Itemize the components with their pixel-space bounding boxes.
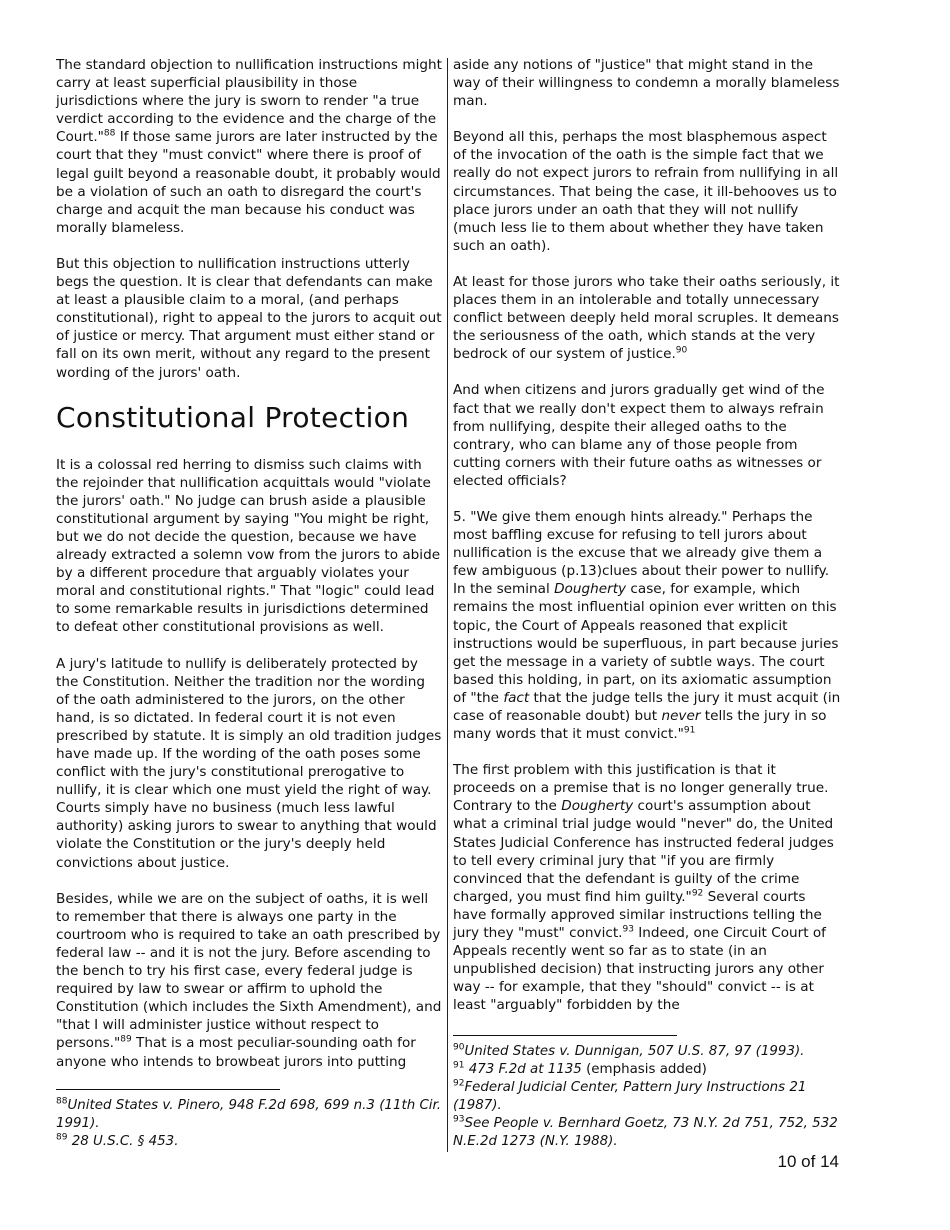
footnote-separator <box>453 1035 677 1036</box>
footnotes-left <box>56 1097 442 1151</box>
footnote-ref[interactable]: 92 <box>691 888 704 899</box>
footnote-ref[interactable]: 89 <box>120 1034 132 1045</box>
paragraph: It is a colossal red herring to dismiss such claims with the rejoinder that nullification acquittals would "violate the jurors' oath." No judge can brush aside a plausible constitutional argument by saying "You might be right, but we do not decide the question, because we have already extracted a solemn vow from the jurors to abide by a different procedure that arguably violates your moral and constitutional rights." That "logic" could lead to some remarkable results in jurisdictions determined to defeat other constitutional provisions as well. <box>56 456 441 636</box>
paragraph: At least for those jurors who take their oaths seriously, it places them in an intolerable and totally unnecessary conflict between deeply held moral scruples. It demeans the seriousness of the oath, which stands at the very bedrock of our system of justice.$^{90}$ <box>453 273 840 363</box>
footnote-ref[interactable]: 93 <box>622 924 634 935</box>
paragraph: 5. "We give them enough hints already." Perhaps the most baffling excuse for refusing to tell jurors about nullification is the excuse that we already give them a few ambiguous (p.13)clues about their power to nullify. In the seminal Dougherty case, for example, which remains the most influential opinion ever written on this topic, the Court of Appeals reasoned that explicit instructions would be superfluous, in part because juries get the message in a variety of subtle ways. The court based this holding, in part, on its axiomatic assumption of "the fact that the judge tells the jury it must acquit (in case of reasonable doubt) but never tells the jury in so many words that it must convict."$^{91}$ <box>453 508 841 743</box>
footnote-ref[interactable]: 88 <box>103 128 116 139</box>
paragraph: And when citizens and jurors gradually get wind of the fact that we really don't expect them to always refrain from nullifying, despite their alleged oaths to the contrary, who can blame any of those people from cutting corners with their future oaths as witnesses or elected officials? <box>453 382 825 489</box>
paragraph: The standard objection to nullification instructions might carry at least superficial plausibility in those jurisdictions where the jury is sworn to render "a true verdict according to the evidence and the charge of the Court."$^{88}$ If those same jurors are later instructed by the court that they "must convict" where there is proof of legal guilt beyond a reasonable doubt, it probably would be a violation of such an oath to disregard the court's charge and acquit the man because his conduct was morally blameless. <box>56 57 442 236</box>
footnote: $^{92}$Federal Judicial Center, Pattern Jury Instructions 21 (1987). <box>453 1078 807 1113</box>
page-number: 10 of 14 <box>777 1152 839 1171</box>
footnote-ref[interactable]: 90 <box>675 345 688 356</box>
paragraph: But this objection to nullification instructions utterly begs the question. It is clear that defendants can make at least a plausible claim to a moral, (and perhaps constitutional), right to appeal to the jurors to acquit out of justice or mercy. That argument must either stand or fall on its own merit, without any regard to the present wording of the jurors' oath. <box>56 255 442 381</box>
section-heading: Constitutional Protection <box>56 400 410 434</box>
footnote: $^{91}$ 473 F.2d at 1135 (emphasis added) <box>453 1060 707 1077</box>
footnotes-right <box>453 1043 842 1151</box>
left-column <box>56 56 442 1089</box>
footnote: $^{93}$See People v. Bernhard Goetz, 73 N.Y. 2d 751, 752, 532 N.E.2d 1273 (N.Y. 1988). <box>453 1114 838 1149</box>
paragraph: Besides, while we are on the subject of oaths, it is well to remember that there is always one party in the courtroom who is required to take an oath prescribed by federal law -- and it is not the jury. Before ascending to the bench to try his first case, every federal judge is required by law to swear or affirm to uphold the Constitution (which includes the Sixth Amendment), and "that I will administer justice without respect to persons."$^{89}$ That is a most peculiar-sounding oath for anyone who intends to browbeat jurors into putting <box>56 890 442 1070</box>
footnote: $^{89}$ 28 U.S.C. § 453. <box>56 1132 179 1149</box>
footnote: $^{90}$United States v. Dunnigan, 507 U.S. 87, 97 (1993). <box>453 1042 805 1059</box>
right-column <box>453 56 842 1033</box>
paragraph: aside any notions of "justice" that might stand in the way of their willingness to condemn a morally blameless man. <box>453 57 840 110</box>
column-divider <box>447 58 448 1152</box>
footnote: $^{88}$United States v. Pinero, 948 F.2d 698, 699 n.3 (11th Cir. 1991). <box>56 1096 442 1131</box>
footnote-separator <box>56 1089 280 1090</box>
footnote-ref[interactable]: 91 <box>683 725 696 736</box>
paragraph: The first problem with this justification is that it proceeds on a premise that is no longer generally true. Contrary to the Dougherty court's assumption about what a criminal trial judge would "never" do, the United States Judicial Conference has instructed federal judges to tell every criminal jury that "if you are firmly convinced that the defendant is guilty of the crime charged, you must find him guilty."$^{92}$ Several courts have formally approved similar instructions telling the jury they "must" convict.$^{93}$ Indeed, one Circuit Court of Appeals recently went so far as to state (in an unpublished decision) that instructing jurors any other way -- for example, that they "should" convict -- is at least "arguably" forbidden by the <box>453 762 834 1014</box>
paragraph: Beyond all this, perhaps the most blasphemous aspect of the invocation of the oath is the simple fact that we really do not expect jurors to refrain from nullifying in all circumstances. That being the case, it ill-behooves us to place jurors under an oath that they will not nullify (much less lie to them about whether they have taken such an oath). <box>453 129 839 254</box>
paragraph: A jury's latitude to nullify is deliberately protected by the Constitution. Neither the tradition nor the wording of the oath administered to the jurors, on the other hand, is so dictated. In federal court it is not even prescribed by statute. It is simply an old tradition judges have made up. If the wording of the oath poses some conflict with the jury's constitutional prerogative to nullify, it is clear which one must yield the right of way. Courts simply have no business (much less lawful authority) asking jurors to swear to anything that would violate the Constitution or the jury's deeply held convictions about justice. <box>56 655 442 871</box>
